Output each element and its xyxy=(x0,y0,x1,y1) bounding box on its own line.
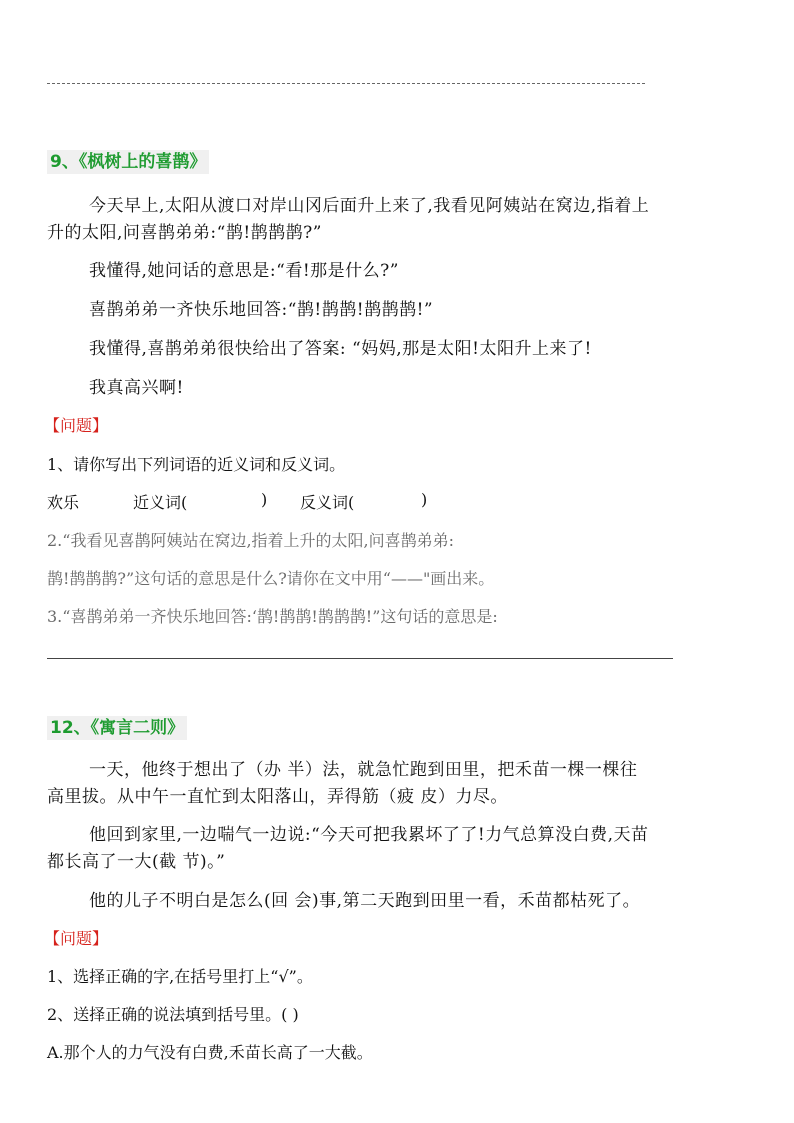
s9-question-2-line-2: 鹊!鹊鹊鹊?”这句话的意思是什么?请你在文中用“——"画出来。 xyxy=(47,569,495,588)
s9-paragraph-2: 我懂得,她问话的意思是:“看!那是什么?” xyxy=(89,261,399,281)
s12-option-a: A.那个人的力气没有白费,禾苗长高了一大截。 xyxy=(47,1043,373,1062)
s9-q1-antonym-close: ) xyxy=(421,490,428,509)
s12-question-1: 1、选择正确的字,在括号里打上“√”。 xyxy=(47,967,313,986)
s9-paragraph-1-line-2: 升的太阳,问喜鹊弟弟:“鹊!鹊鹊鹊?” xyxy=(47,223,322,243)
s9-q1-antonym-label: 反义词( xyxy=(300,493,355,512)
s9-q1-word: 欢乐 xyxy=(47,493,80,512)
s12-paragraph-2-line-1: 他回到家里,一边喘气一边说:“今天可把我累坏了了!力气总算没白费,天苗 xyxy=(89,825,649,845)
s9-questions-label: 【问题】 xyxy=(44,416,109,435)
s9-question-3: 3.“喜鹊弟弟一齐快乐地回答:‘鹊!鹊鹊!鹊鹊鹊!”这句话的意思是: xyxy=(47,607,498,626)
s12-paragraph-2-line-2: 都长高了一大(截 节)。” xyxy=(47,852,226,872)
s9-question-1: 1、请你写出下列词语的近义词和反义词。 xyxy=(47,455,346,474)
s9-question-2-line-1: 2.“我看见喜鹊阿姨站在窝边,指着上升的太阳,问喜鹊弟弟: xyxy=(47,531,455,550)
s12-paragraph-1-line-2: 高里拔。从中午一直忙到太阳落山，弄得筋（疲 皮）力尽。 xyxy=(47,787,508,807)
s12-paragraph-3: 他的儿子不明白是怎么(回 会)事,第二天跑到田里一看，禾苗都枯死了。 xyxy=(89,891,641,911)
section-9-heading: 9、《枫树上的喜鹊》 xyxy=(47,150,209,174)
s12-question-2: 2、送择正确的说法填到括号里。( ) xyxy=(47,1005,299,1024)
s9-paragraph-5: 我真高兴啊! xyxy=(89,378,184,398)
s12-paragraph-1-line-1: 一天，他终于想出了（办 半）法，就急忙跑到田里，把禾苗一棵一棵往 xyxy=(89,760,638,780)
answer-line xyxy=(47,658,673,659)
top-divider xyxy=(47,83,645,84)
s9-q1-synonym-close: ) xyxy=(261,490,268,509)
s12-questions-label: 【问题】 xyxy=(44,929,109,948)
s9-paragraph-1-line-1: 今天早上,太阳从渡口对岸山冈后面升上来了,我看见阿姨站在窝边,指着上 xyxy=(89,196,650,216)
s9-paragraph-4: 我懂得,喜鹊弟弟很快给出了答案: “妈妈,那是太阳!太阳升上来了! xyxy=(89,339,592,359)
s9-q1-synonym-label: 近义词( xyxy=(133,493,188,512)
section-12-heading: 12、《寓言二则》 xyxy=(47,716,187,740)
s9-paragraph-3: 喜鹊弟弟一齐快乐地回答:“鹊!鹊鹊!鹊鹊鹊!” xyxy=(89,300,434,320)
